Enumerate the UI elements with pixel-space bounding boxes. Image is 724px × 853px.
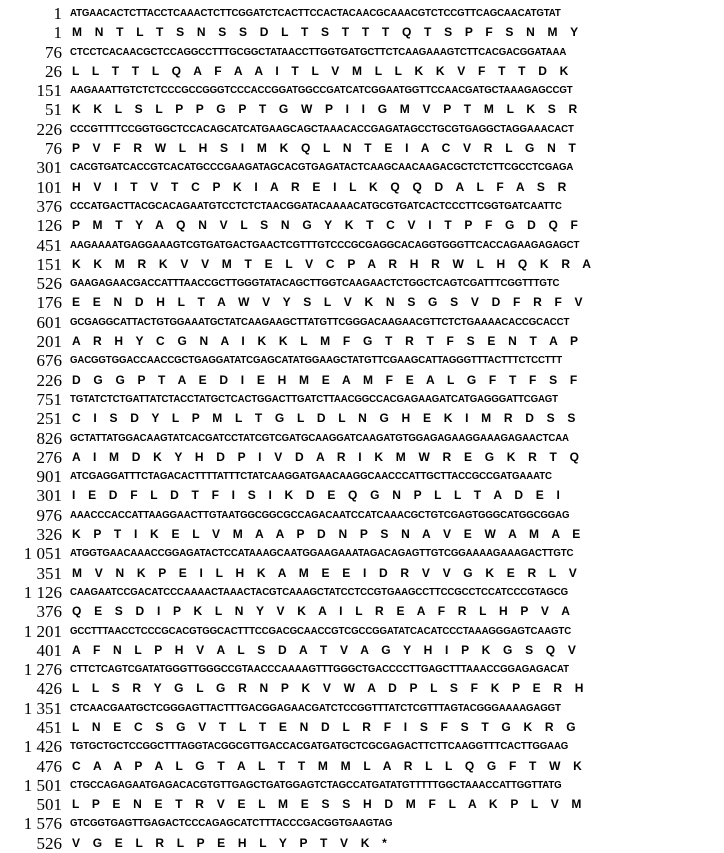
nucleotide-row <box>0 236 724 255</box>
nucleotide-sequence: CAAGAATCCGACATCCCAAAACTAAACTACGTCAAAGCTATCCTCCGTGAAGCCTTCCGCCTCCATCCCGTAGCG <box>70 585 568 598</box>
position-number: 276 <box>36 447 62 467</box>
nucleotide-row <box>0 4 724 23</box>
amino-acid-row <box>0 255 724 274</box>
nucleotide-row <box>0 158 724 177</box>
nucleotide-row <box>0 776 724 795</box>
nucleotide-sequence: CCCGTTTTCCGGTGGCTCCACAGCATCATGAAGCAGCTAAACACCGAGATAGCCTGCGTGAGGCTAGGAAACACT <box>70 122 574 135</box>
position-number: 901 <box>36 467 62 487</box>
nucleotide-sequence: ATGGTGAACAAACCGGAGATACTCCATAAAGCAATGGAAGAAATAGACAGAGTTGTCGGAAAAGAAAGACTTGTC <box>70 547 574 560</box>
amino-acid-row <box>0 525 724 544</box>
position-number: 201 <box>36 332 62 352</box>
nucleotide-row <box>0 313 724 332</box>
amino-acid-sequence: A F N L P H V A L S D A T V A G Y H I P K G S Q V <box>72 642 576 657</box>
amino-acid-sequence: P V F R W L H S I M K Q L N T E I A C V R L G N T <box>72 141 576 156</box>
nucleotide-sequence: GCGAGGCATTACTGTGGAAATGCTATCAAGAAGCTTATGTTCGGGACAAGAACGTTCTCTGAAAACACCGCACCT <box>70 315 570 328</box>
amino-acid-row <box>0 216 724 235</box>
nucleotide-row <box>0 506 724 525</box>
nucleotide-row <box>0 81 724 100</box>
amino-acid-row <box>0 293 724 312</box>
position-number: 151 <box>36 81 62 101</box>
amino-acid-row <box>0 178 724 197</box>
position-number: 401 <box>36 640 62 660</box>
amino-acid-sequence: L N E C S G V T L T E N D L R F I S F S T G K R G <box>72 719 576 734</box>
position-number: 751 <box>36 389 62 409</box>
position-number: 526 <box>36 274 62 294</box>
nucleotide-sequence: CTCAACGAATGCTCGGGAGTTACTTTGACGGAGAACGATCTCCGGTTTATCTCGTTTAGTACGGGAAAAGAGGT <box>70 701 561 714</box>
amino-acid-sequence: C A A P A L G T A L T T M M L A R L L Q G F T W K <box>72 758 582 773</box>
amino-acid-sequence: V G E L R L P E H L Y P T V K * <box>72 835 387 850</box>
position-number: 976 <box>36 505 62 525</box>
nucleotide-sequence: TGTATCTCTGATTATCTACCTATGCTCACTGGACTTGATCTTAACGGCCACGAGAAGATCATGAGGGATTCGAGT <box>70 392 558 405</box>
position-number: 326 <box>36 525 62 545</box>
amino-acid-sequence: E E N D H L T A W V Y S L V K N S G S V D F R F V <box>72 295 583 310</box>
amino-acid-row <box>0 23 724 42</box>
position-number: 1 126 <box>23 582 62 602</box>
nucleotide-row <box>0 274 724 293</box>
position-number: 1 426 <box>23 737 62 757</box>
nucleotide-sequence: CCCATGACTTACGCACAGAATGTCCTCTCTAACGGATACAAAACATGCGTGATCACTCCCTTCGGTGATCAATTC <box>70 199 562 212</box>
nucleotide-sequence: GACGGTGGACCAACCGCTGAGGATATCGAGCATATGGAAGCTATGTTCGAAGCATTAGGGTTTACTTTCTCCTTT <box>70 354 563 367</box>
nucleotide-row <box>0 351 724 370</box>
amino-acid-sequence: C I S D Y L P M L T G L D L N G H E K I M R D S S <box>72 411 576 426</box>
nucleotide-sequence: CTTCTCAGTCGATATGGGTTGGGCCGTAACCCAAAAGTTTGGGCTGACCCCTTGAGCTTTAAACCGGAGAGACAT <box>70 663 569 676</box>
position-number: 101 <box>36 177 62 197</box>
nucleotide-row <box>0 467 724 486</box>
amino-acid-sequence: M N T L T S N S S D L T S T T T Q T S P F S N M Y <box>72 25 579 40</box>
position-number: 26 <box>45 61 62 81</box>
amino-acid-sequence: K K L S L P P G P T G W P I I G M V P T M L K S R <box>72 102 578 117</box>
position-number: 151 <box>36 254 62 274</box>
amino-acid-sequence: K P T I K E L V M A A P D N P S N A V E W A M A E <box>72 527 581 542</box>
position-number: 376 <box>36 196 62 216</box>
amino-acid-row <box>0 332 724 351</box>
nucleotide-row <box>0 544 724 563</box>
position-number: 301 <box>36 486 62 506</box>
position-number: 526 <box>36 833 62 853</box>
position-number: 76 <box>45 42 62 62</box>
nucleotide-row <box>0 737 724 756</box>
nucleotide-sequence: GCTATTATGGACAAGTATCACGATCCTATCGTCGATGCAAGGATCAAGATGTGGAGAGAAGGAAAGAGAACTCAA <box>70 431 569 444</box>
amino-acid-sequence: Q E S D I P K L N Y V K A I L R E A F R L H P V A <box>72 604 570 619</box>
amino-acid-sequence: L P E N E T R V E L M E S S H D M F L A K P L V M <box>72 797 582 812</box>
amino-acid-row <box>0 486 724 505</box>
amino-acid-row <box>0 718 724 737</box>
nucleotide-row <box>0 814 724 833</box>
amino-acid-row <box>0 679 724 698</box>
position-number: 1 <box>53 4 62 23</box>
nucleotide-row <box>0 197 724 216</box>
amino-acid-sequence: K K M R K V V M T E L V C P A R H R W L H Q K R A <box>72 256 591 271</box>
position-number: 226 <box>36 119 62 139</box>
nucleotide-sequence: ATCGAGGATTTCTAGACACTTTTATTTCTATCAAGGATGAACAAGGCAACCCATTGCTTACCGCCGATGAAATC <box>70 470 552 483</box>
amino-acid-sequence: L L T T L Q A F A A I T L V M L L K K V F T T D K <box>72 63 569 78</box>
position-number: 176 <box>36 293 62 313</box>
amino-acid-row <box>0 371 724 390</box>
amino-acid-row <box>0 100 724 119</box>
position-number: 451 <box>36 717 62 737</box>
nucleotide-sequence: AAGAAAATGAGGAAAGTCGTGATGACTGAACTCGTTTGTCCCGCGAGGCACAGGTGGGTTCACCAGAAGAGAGCT <box>70 238 580 251</box>
position-number: 426 <box>36 679 62 699</box>
amino-acid-sequence: D G G P T A E D I E H M E A M F E A L G F T F S F <box>72 372 578 387</box>
nucleotide-sequence: CTGCCAGAGAATGAGACACGTGTTGAGCTGATGGAGTCTAGCCATGATATGTTTTTGGCTAAACCATTGGTTATG <box>70 778 562 791</box>
amino-acid-row <box>0 409 724 428</box>
position-number: 76 <box>45 139 62 159</box>
nucleotide-sequence: AAGAAATTGTCTCTCCCGCCGGGTCCCACCGGATGGCCGATCATCGGAATGGTTCCAACGATGCTAAAGAGCCGT <box>70 84 573 97</box>
amino-acid-sequence: L L S R Y G L G R N P K V W A D P L S F K P E R H <box>72 681 584 696</box>
position-number: 1 <box>53 23 62 43</box>
amino-acid-row <box>0 834 724 853</box>
position-number: 451 <box>36 235 62 255</box>
amino-acid-row <box>0 757 724 776</box>
amino-acid-row <box>0 795 724 814</box>
amino-acid-sequence: A R H Y C G N A I K K L M F G T R T F S E N T A P <box>72 334 579 349</box>
position-number: 601 <box>36 312 62 332</box>
nucleotide-sequence: CTCCTCACAACGCTCCAGGCCTTTGCGGCTATAACCTTGGTGATGCTTCTCAAGAAAGTCTTCACGACGGATAAA <box>70 45 567 58</box>
position-number: 676 <box>36 351 62 371</box>
nucleotide-row <box>0 43 724 62</box>
nucleotide-row <box>0 660 724 679</box>
amino-acid-row <box>0 62 724 81</box>
nucleotide-row <box>0 390 724 409</box>
amino-acid-sequence: I E D F L D T F I S I K D E Q G N P L L T A D E I <box>72 488 560 503</box>
nucleotide-sequence: AAACCCACCATTAAGGAACTTGTAATGGCGGCGCCAGACAATCCATCAAACGCTGTCGAGTGGGCATGGCGGAG <box>70 508 570 521</box>
amino-acid-sequence: M V N K P E I L H K A M E E I D R V V G K E R L V <box>72 565 577 580</box>
position-number: 51 <box>45 100 62 120</box>
nucleotide-sequence: TGTGCTGCTCCGGCTTTAGGTACGGCGTTGACCACGATGATGCTCGCGAGACTTCTTCAAGGTTTCACTTGGAAG <box>70 740 569 753</box>
position-number: 1 501 <box>23 775 62 795</box>
amino-acid-row <box>0 139 724 158</box>
position-number: 1 051 <box>23 544 62 564</box>
nucleotide-sequence: GTCGGTGAGTTGAGACTCCCAGAGCATCTTTACCCGACGGTGAAGTAG <box>70 817 393 830</box>
position-number: 351 <box>36 563 62 583</box>
nucleotide-row <box>0 622 724 641</box>
nucleotide-sequence: CACGTGATCACCGTCACATGCCCGAAGATAGCACGTGAGATACTCAAGCAACAAGACGCTCTCTTCGCCTCGAGA <box>70 161 574 174</box>
nucleotide-sequence: GCCTTTAACCTCCCGCACGTGGCACTTTCCGACGCAACCGTCGCCGGATATCACATCCCTAAAGGGAGTCAAGTC <box>70 624 572 637</box>
position-number: 301 <box>36 158 62 178</box>
position-number: 226 <box>36 370 62 390</box>
amino-acid-sequence: A I M D K Y H D P I V D A R I K M W R E G K R T Q <box>72 449 579 464</box>
position-number: 126 <box>36 216 62 236</box>
position-number: 251 <box>36 409 62 429</box>
amino-acid-row <box>0 564 724 583</box>
amino-acid-row <box>0 448 724 467</box>
amino-acid-sequence: H V I T V T C P K I A R E I L K Q Q D A L F A S R <box>72 179 567 194</box>
amino-acid-row <box>0 602 724 621</box>
nucleotide-row <box>0 120 724 139</box>
nucleotide-row <box>0 429 724 448</box>
position-number: 1 576 <box>23 814 62 834</box>
position-number: 1 276 <box>23 660 62 680</box>
nucleotide-sequence: ATGAACACTCTTACCTCAAACTCTTCGGATCTCACTTCCACTACAACGCAAACGTCTCCGTTCAGCAACATGTAT <box>70 7 561 19</box>
amino-acid-sequence: P M T Y A Q N V L S N G Y K T C V I T P F G D Q F <box>72 218 578 233</box>
position-number: 1 351 <box>23 698 62 718</box>
position-number: 376 <box>36 602 62 622</box>
nucleotide-row <box>0 583 724 602</box>
amino-acid-row <box>0 641 724 660</box>
nucleotide-row <box>0 699 724 718</box>
position-number: 826 <box>36 428 62 448</box>
position-number: 476 <box>36 756 62 776</box>
nucleotide-sequence: GAAGAGAACGACCATTTAACCGCTTGGGTATACAGCTTGGTCAAGAACTCTGGCTCAGTCGATTTCGGTTTGTC <box>70 277 560 290</box>
position-number: 501 <box>36 795 62 815</box>
position-number: 1 201 <box>23 621 62 641</box>
